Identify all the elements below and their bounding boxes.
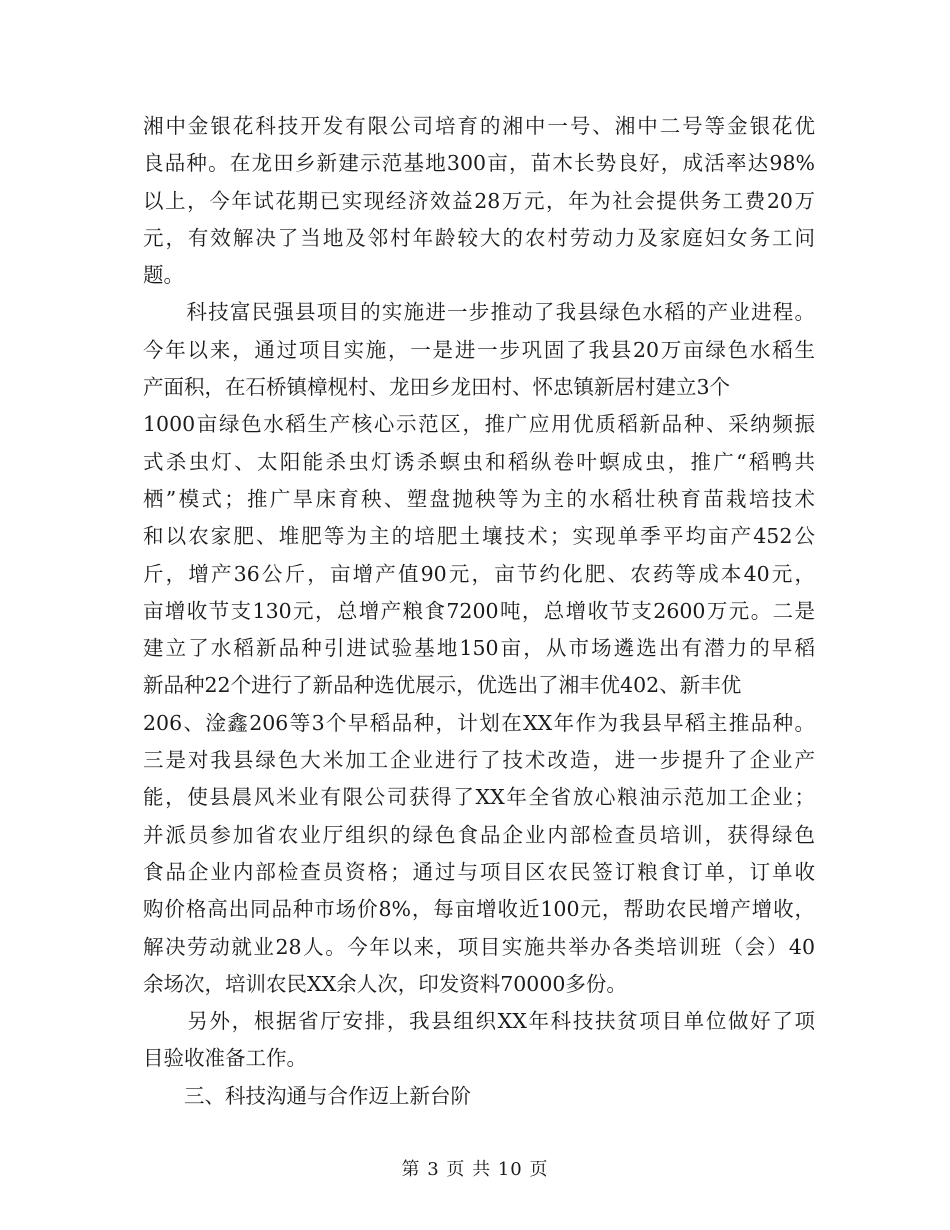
text-line: 食品企业内部检查员资格；通过与项目区农民签订粮食订单，订单收 [143,859,815,884]
text-line: 和以农家肥、堆肥等为主的培肥土壤技术；实现单季平均亩产452公 [143,524,815,549]
text-line: 解决劳动就业28人。今年以来，项目实施共举办各类培训班（会）40 [143,934,815,959]
text-line: 栖”模式；推广旱床育秧、塑盘抛秧等为主的水稻壮秧育苗栽培技术 [143,486,815,511]
text-line: 亩增收节支130元，总增产粮食7200吨，总增收节支2600万元。二是 [143,598,815,623]
text-line: 新品种22个进行了新品种选优展示，优选出了湘丰优402、新丰优 [143,673,742,698]
page-number-footer: 第 3 页 共 10 页 [401,1159,549,1180]
text-line: 建立了水稻新品种引进试验基地150亩，从市场遴选出有潜力的早稻 [143,636,815,661]
text-line: 元，有效解决了当地及邻村年龄较大的农村劳动力及家庭妇女务工问 [143,225,815,250]
text-line: 余场次，培训农民XX余人次，印发资料70000多份。 [143,971,627,996]
text-line: 购价格高出同品种市场价8%，每亩增收近100元，帮助农民增产增收， [143,897,815,922]
section-heading: 三、科技沟通与合作迈上新台阶 [143,1083,471,1108]
text-line: 良品种。在龙田乡新建示范基地300亩，苗木长势良好，成活率达98% [143,151,815,176]
text-line: 以上，今年试花期已实现经济效益28万元，年为社会提供务工费20万 [143,188,815,213]
body-text [143,108,815,1115]
text-line: 206、淦鑫206等3个早稻品种，计划在XX年作为我县早稻主推品种。 [143,710,815,735]
paragraph-start-line: 另外，根据省厅安排，我县组织XX年科技扶贫项目单位做好了项 [143,1009,815,1034]
text-line: 能，使县晨风米业有限公司获得了XX年全省放心粮油示范加工企业； [143,785,815,810]
text-line: 式杀虫灯、太阳能杀虫灯诱杀螟虫和稻纵卷叶螟成虫，推广“稻鸭共 [143,449,815,474]
text-line: 今年以来，通过项目实施，一是进一步巩固了我县20万亩绿色水稻生 [143,337,815,362]
text-line: 斤，增产36公斤，亩增产值90元，亩节约化肥、农药等成本40元， [143,561,815,586]
text-line: 三是对我县绿色大米加工企业进行了技术改造，进一步提升了企业产 [143,748,815,773]
text-line: 湘中金银花科技开发有限公司培育的湘中一号、湘中二号等金银花优 [143,114,815,138]
text-line: 产面积，在石桥镇樟枧村、龙田乡龙田村、怀忠镇新居村建立3个 [143,375,731,400]
text-line: 题。 [143,263,184,288]
text-line: 目验收准备工作。 [143,1046,307,1071]
text-line: 并派员参加省农业厅组织的绿色食品企业内部检查员培训，获得绿色 [143,822,815,847]
text-line: 1000亩绿色水稻生产核心示范区，推广应用优质稻新品种、采纳频振 [143,412,815,437]
paragraph-start-line: 科技富民强县项目的实施进一步推动了我县绿色水稻的产业进程。 [143,300,815,325]
